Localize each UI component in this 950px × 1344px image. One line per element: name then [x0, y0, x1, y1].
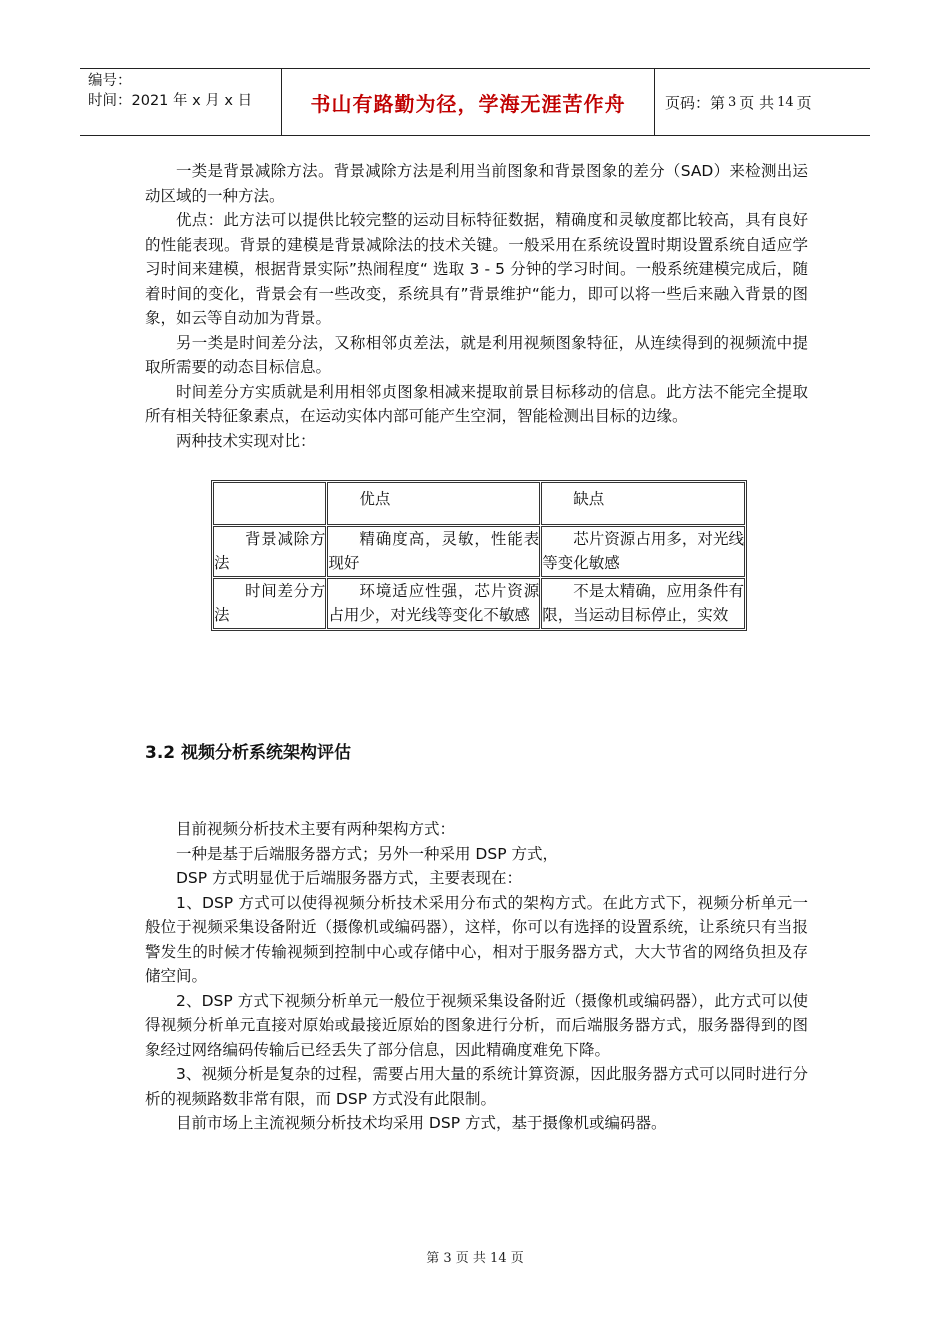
table-row [213, 578, 745, 629]
table-header-cell [213, 482, 326, 525]
table-cell: 时间差分方法 [213, 578, 326, 629]
table-row [213, 526, 745, 577]
comparison-table [211, 480, 747, 631]
table-cell: 背景减除方法 [213, 526, 326, 577]
paragraph: 1、DSP 方式可以使得视频分析技术采用分布式的架构方式。在此方式下，视频分析单元一般位于视频采集设备附近（摄像机或编码器），这样，你可以有选择的设置系统，让系统只有当报警发生的时候才传输视频到控制中心或存储中心，相对于服务器方式，大大节省的网络负担及存储空间。 [145, 893, 808, 985]
number-label: 编号： [88, 73, 132, 89]
date-label: 时间：2021 年 x 月 x 日 [88, 93, 253, 109]
paragraph: 目前视频分析技术主要有两种架构方式： [176, 820, 456, 838]
table-cell: 芯片资源占用多，对光线等变化敏感 [541, 526, 745, 577]
paragraph: 两种技术实现对比： [176, 431, 316, 450]
section-title: 3.2 视频分析系统架构评估 [145, 743, 352, 763]
paragraph: 2、DSP 方式下视频分析单元一般位于视频采集设备附近（摄像机或编码器），此方式可以使得视频分析单元直接对原始或最接近原始的图象进行分析，而后端服务器方式，服务器得到的图象经过网络编码传输后已经丢失了部分信息，因此精确度难免下降。 [145, 991, 808, 1059]
paragraph: 3、视频分析是复杂的过程，需要占用大量的系统计算资源，因此服务器方式可以同时进行分析的视频路数非常有限，而 DSP 方式没有此限制。 [145, 1065, 808, 1108]
body-text-top [145, 159, 808, 453]
header-meta [80, 69, 282, 135]
page-suffix: 页 [796, 93, 812, 112]
paragraph: 目前市场上主流视频分析技术均采用 DSP 方式，基于摄像机或编码器。 [176, 1114, 667, 1132]
page-footer: 第 3 页 共 14 页 [426, 1251, 524, 1266]
paragraph: DSP 方式明显优于后端服务器方式，主要表现在： [176, 869, 523, 887]
table-header-cell: 缺点 [541, 482, 745, 525]
table-cell: 不是太精确，应用条件有限，当运动目标停止，实效 [541, 578, 745, 629]
header-motto: 书山有路勤为径，学海无涯苦作舟 [310, 91, 626, 116]
page-mid: 页 共 [739, 93, 775, 112]
paragraph: 时间差分方实质就是利用相邻贞图象相减来提取前景目标移动的信息。此方法不能完全提取所有相关特征象素点，在运动实体内部可能产生空洞，智能检测出目标的边缘。 [145, 382, 808, 425]
header-page-number [655, 69, 870, 135]
table-cell: 精确度高，灵敏，性能表现好 [327, 526, 540, 577]
table-cell: 环境适应性强，芯片资源占用少，对光线等变化不敏感 [327, 578, 540, 629]
paragraph: 另一类是时间差分法，又称相邻贞差法，就是利用视频图象特征，从连续得到的视频流中提取所需要的动态目标信息。 [145, 333, 808, 376]
paragraph: 一种是基于后端服务器方式；另外一种采用 DSP 方式， [176, 844, 558, 863]
body-text-bottom [145, 817, 808, 1136]
table-header-cell: 优点 [327, 482, 540, 525]
page-prefix: 页码：第 [665, 93, 726, 112]
table-header-row [213, 482, 745, 525]
paragraph: 优点：此方法可以提供比较完整的运动目标特征数据，精确度和灵敏度都比较高，具有良好的性能表现。背景的建模是背景减除法的技术关键。一般采用在系统设置时期设置系统自适应学习时间来建模，根据背景实际”热闹程度“ 选取 3 - 5 分钟的学习时间。一般系统建模完成后，随着时间的变化，背景会有一些改变，系统具有”背景维护“能力，即可以将一些后来融入背景的图象，如云等自动加为背景。 [145, 211, 808, 327]
page-current: 3 [728, 94, 737, 110]
paragraph: 一类是背景减除方法。背景减除方法是利用当前图象和背景图象的差分（SAD）来检测出运动区域的一种方法。 [145, 162, 808, 205]
page-total: 14 [777, 94, 794, 110]
header-motto-cell [282, 69, 655, 135]
page-header [80, 68, 870, 136]
